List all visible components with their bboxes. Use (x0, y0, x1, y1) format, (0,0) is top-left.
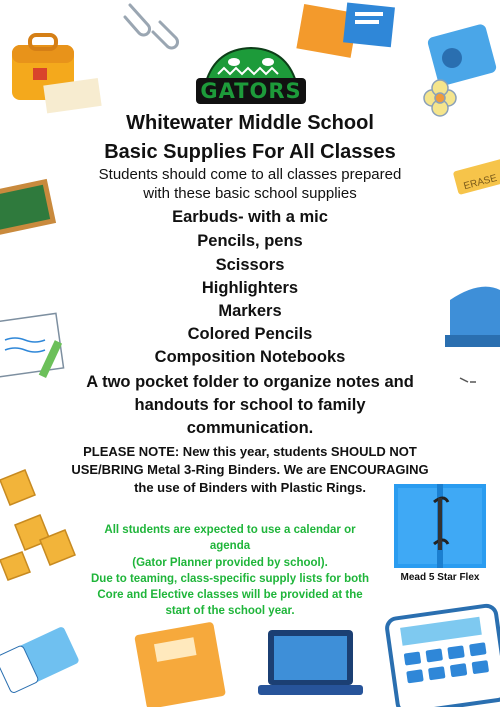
eraser-icon (0, 626, 80, 694)
folder-line3: communication. (186, 419, 314, 437)
subtitle-line1: Students should come to all classes prepared (98, 166, 402, 183)
info-line6: start of the school year. (165, 605, 295, 617)
calculator-icon (386, 605, 500, 707)
supply-item: Earbuds- with a mic (172, 208, 328, 226)
gators-logo (196, 44, 306, 106)
supply-item: Colored Pencils (187, 325, 313, 343)
notice-line2: USE/BRING Metal 3-Ring Binders. We are ENCOURAGING (71, 462, 429, 477)
notice-line1: PLEASE NOTE: New this year, students SHOULD NOT (83, 444, 417, 459)
supply-item: Highlighters (201, 279, 299, 297)
notepad-icon (0, 313, 64, 378)
notice-line3: the use of Binders with Plastic Rings. (134, 480, 366, 495)
school-name: Whitewater Middle School (126, 112, 374, 134)
info-line4: Due to teaming, class-specific supply lists for both (91, 573, 369, 585)
paperclip-icon (125, 5, 178, 48)
flower-icon (424, 80, 456, 116)
subtitle-line2: with these basic school supplies (143, 185, 357, 202)
info-line5: Core and Elective classes will be provided at the (97, 589, 363, 601)
sharpener-icon (427, 23, 498, 87)
binder-photo (394, 484, 486, 568)
folder-line2: handouts for school to family (134, 396, 366, 414)
info-line3: (Gator Planner provided by school). (132, 557, 328, 569)
info-line2: agenda (209, 540, 251, 552)
binder-caption: Mead 5 Star Flex (400, 572, 480, 583)
supply-item: Pencils, pens (197, 232, 303, 250)
logo-text: GATORS (196, 78, 306, 104)
folder-line1: A two pocket folder to organize notes and (86, 373, 414, 391)
sticky-notes-icon (296, 2, 395, 57)
supply-item: Scissors (215, 256, 285, 274)
binder-rings-icon (394, 484, 486, 568)
supply-item: Composition Notebooks (154, 348, 346, 366)
page-title: Basic Supplies For All Classes (104, 141, 396, 163)
notebook-icon (134, 622, 226, 707)
svg-text:ERASE: ERASE (462, 172, 499, 193)
info-line1: All students are expected to use a calendar or (104, 524, 356, 536)
supply-item: Markers (218, 302, 282, 320)
laptop-icon (258, 630, 363, 695)
